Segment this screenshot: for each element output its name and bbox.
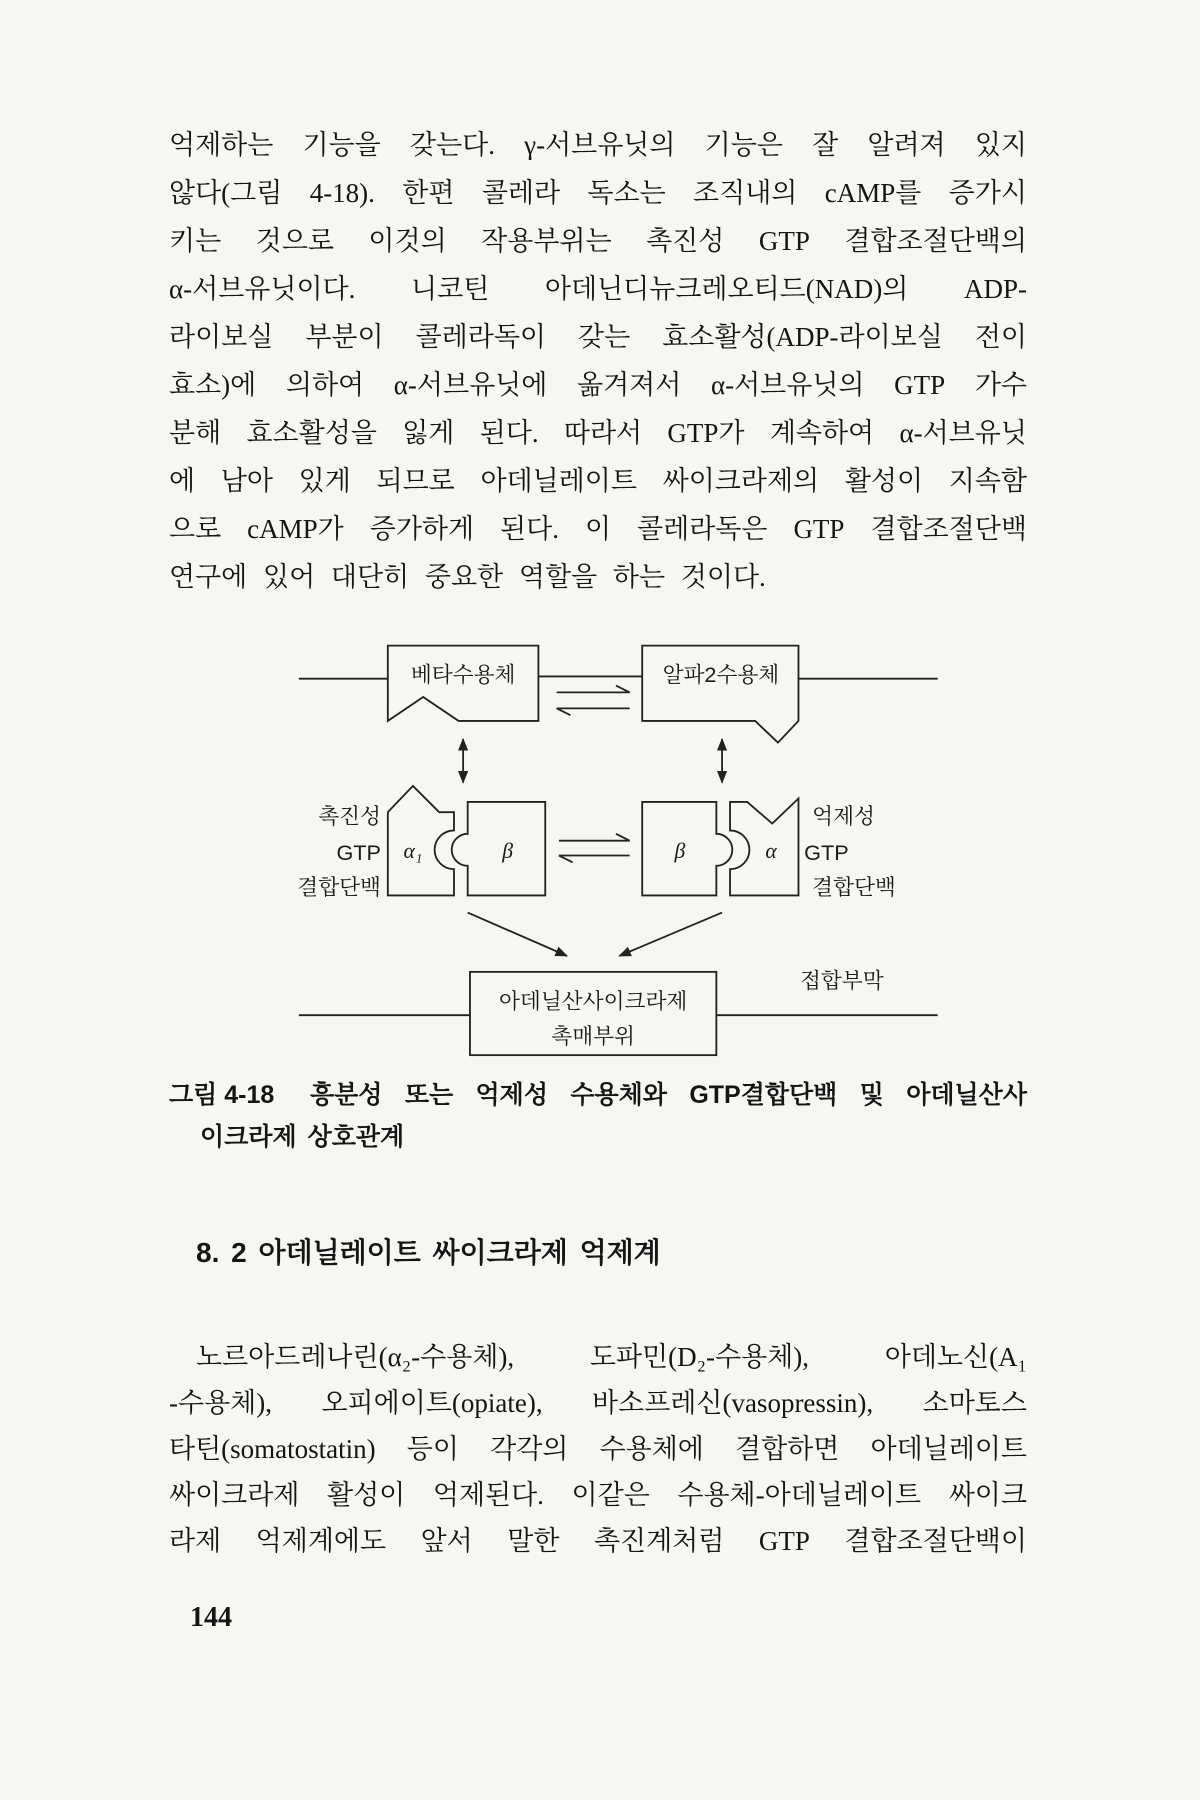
word: 따라서 <box>563 418 643 448</box>
word: 결합조절단백의 <box>844 226 1027 256</box>
word: 아데닐레이트 <box>870 1434 1027 1464</box>
word: GTP <box>758 1526 810 1556</box>
word: 싸이크라제의 <box>662 466 820 496</box>
word: 등이 <box>406 1434 459 1464</box>
word: 아데닐산사 <box>906 1081 1027 1109</box>
word: 라제 <box>169 1526 222 1556</box>
paragraph-1-line-7 <box>169 409 1027 457</box>
paragraph-1 <box>169 121 1027 601</box>
word: 또는 <box>404 1081 454 1109</box>
word: 콜레라 <box>481 178 561 208</box>
paragraph-1-line-5 <box>169 313 1027 361</box>
section-heading: 8. 2 아데닐레이트 싸이크라제 억제계 <box>196 1237 661 1268</box>
word: 도파민(D₂-수용체), <box>589 1342 809 1372</box>
word: 의하여 <box>285 370 365 400</box>
stimulatory-gprotein-label-line-3: 결합단백 <box>297 874 381 900</box>
word: α-서브유닛이다. <box>169 274 356 304</box>
word: 남아 <box>220 466 273 496</box>
word: 촉진계처럼 <box>593 1526 725 1556</box>
word: α-서브유닛의 <box>710 370 865 400</box>
word: α-서브유닛 <box>899 418 1027 448</box>
word: 앞서 <box>420 1526 473 1556</box>
paragraph-2-line-1 <box>169 1334 1027 1380</box>
word: 이같은 <box>571 1480 650 1510</box>
inhibitory-beta-subunit-label: β <box>674 838 686 863</box>
word: 아데닌디뉴크레오티드(NAD)의 <box>544 274 909 304</box>
word: 한편 <box>402 178 455 208</box>
diagonal-arrow-right <box>619 913 722 956</box>
word: 수용체와 <box>570 1081 667 1109</box>
word: 기능을 <box>302 130 381 160</box>
stimulatory-alpha-subunit-label: α₁ <box>403 838 423 863</box>
word: α-서브유닛에 <box>393 370 548 400</box>
word: 라이보실 <box>169 322 274 352</box>
word: 결합하면 <box>735 1434 840 1464</box>
inhibitory-gprotein-label-line-1: 억제성 <box>812 803 875 829</box>
paragraph-2-line-2 <box>169 1380 1027 1426</box>
diagonal-arrow-left <box>468 913 567 956</box>
word: 부분이 <box>305 322 384 352</box>
word: 갖는다. <box>409 130 495 160</box>
word: 이것의 <box>368 226 447 256</box>
paragraph-1-line-2 <box>169 169 1027 217</box>
word: 계속하여 <box>769 418 875 448</box>
word: ADP- <box>963 274 1027 304</box>
word: cAMP가 <box>247 514 344 544</box>
figure-caption-line-1 <box>169 1075 1027 1115</box>
word: 싸이크라제 <box>169 1480 300 1510</box>
paragraph-1-line-3 <box>169 217 1027 265</box>
paragraph-1-line-8 <box>169 457 1027 505</box>
word: 증가하게 <box>369 514 475 544</box>
word: 키는 <box>169 226 222 256</box>
word: 효소활성을 <box>246 418 377 448</box>
word: 활성이 <box>327 1480 406 1510</box>
word: 결합조절단백 <box>870 514 1027 544</box>
word: γ-서브유닛의 <box>524 130 676 160</box>
word: 효소활성(ADP-라이보실 <box>662 322 943 352</box>
word: 수용체에 <box>599 1434 704 1464</box>
adenylate-cyclase-label-line-1: 아데닐산사이크라제 <box>499 988 688 1014</box>
word: 조직내의 <box>693 178 798 208</box>
paragraph-1-line-9 <box>169 505 1027 553</box>
word: 에 <box>169 466 196 496</box>
word: 아데노신(A₁ <box>884 1342 1027 1372</box>
word: 바소프레신(vasopressin), <box>592 1388 874 1418</box>
figure-caption-line-2: 이크라제 상호관계 <box>200 1123 405 1151</box>
word: 니코틴 <box>411 274 490 304</box>
gprotein-equilibrium-arrows <box>559 834 630 863</box>
paragraph-1-line-10: 연구에 있어 대단히 중요한 역할을 하는 것이다. <box>169 562 766 592</box>
inhibitory-gprotein-label-line-2: GTP <box>804 840 849 866</box>
paragraph-2-line-4 <box>169 1472 1027 1518</box>
word: 있지 <box>974 130 1027 160</box>
figure-caption-text-1 <box>310 1075 1027 1115</box>
word: 효소)에 <box>169 370 257 400</box>
word: 콜레라독이 <box>415 322 546 352</box>
word: GTP <box>894 370 946 400</box>
paragraph-1-line-4 <box>169 265 1027 313</box>
word: cAMP를 <box>824 178 922 208</box>
word: 아데닐레이트 <box>480 466 637 496</box>
word: 기능은 <box>704 130 783 160</box>
adenylate-cyclase-box <box>470 972 716 1055</box>
paragraph-1-line-1 <box>169 121 1027 169</box>
word: 수용체-아데닐레이트 <box>677 1480 922 1510</box>
paragraph-2-line-5 <box>169 1518 1027 1564</box>
word: GTP결합단백 <box>689 1081 838 1109</box>
word: 되므로 <box>376 466 455 496</box>
word: GTP <box>793 514 845 544</box>
membrane-label: 접합부막 <box>799 967 884 993</box>
word: 억제성 <box>475 1081 548 1109</box>
word: 소마토스 <box>922 1388 1027 1418</box>
word: 활성이 <box>844 466 924 496</box>
word: 촉진성 <box>646 226 725 256</box>
word: 가수 <box>974 370 1027 400</box>
word: 증가시 <box>948 178 1027 208</box>
alpha2-receptor-box <box>642 646 798 743</box>
word: 분해 <box>169 418 222 448</box>
alpha2-receptor-label: 알파2수용체 <box>662 662 780 688</box>
word: -수용체), <box>169 1388 272 1418</box>
page-number: 144 <box>190 1602 232 1633</box>
word: 4-18). <box>309 178 375 208</box>
stimulatory-gprotein-label-line-2: GTP <box>336 840 381 866</box>
word: 옮겨져서 <box>576 370 682 400</box>
word: GTP가 <box>667 418 745 448</box>
equilibrium-arrow-forward <box>557 686 630 693</box>
stimulatory-beta-subunit-box <box>452 802 546 896</box>
word: 억제된다. <box>432 1480 544 1510</box>
word: 으로 <box>169 514 222 544</box>
word: 말한 <box>507 1526 560 1556</box>
stimulatory-alpha-subunit-box <box>388 786 454 896</box>
inhibitory-alpha-subunit-label: α <box>765 838 777 863</box>
word: 된다. <box>500 514 559 544</box>
equilibrium-arrow-reverse <box>557 708 630 715</box>
adenylate-cyclase-label-line-2: 촉매부위 <box>551 1023 635 1049</box>
word: 억제하는 <box>169 130 274 160</box>
inhibitory-alpha-subunit-box <box>730 798 798 895</box>
word: 지속함 <box>948 466 1027 496</box>
paragraph-1-line-6 <box>169 361 1027 409</box>
word: 독소는 <box>587 178 666 208</box>
word: 것으로 <box>255 226 334 256</box>
word: 타틴(somatostatin) <box>169 1434 376 1464</box>
word: 오피에이트(opiate), <box>321 1388 543 1418</box>
word: 않다(그림 <box>169 178 283 208</box>
word: 흥분성 <box>310 1081 383 1109</box>
stimulatory-gprotein-label-line-1: 촉진성 <box>318 803 381 829</box>
word: 작용부위는 <box>481 226 612 256</box>
stimulatory-beta-subunit-label: β <box>502 838 514 863</box>
beta-receptor-box <box>388 646 539 721</box>
word: 있게 <box>298 466 351 496</box>
gprotein-equilibrium-arrow-forward <box>559 834 630 841</box>
word: 잃게 <box>402 418 455 448</box>
word: 및 <box>859 1081 884 1109</box>
word: 이 <box>584 514 612 544</box>
paragraph-2-line-3 <box>169 1426 1027 1472</box>
word: 노르아드레나린(α₂-수용체), <box>196 1342 515 1372</box>
word: 결합조절단백이 <box>844 1526 1027 1556</box>
figure-caption-label: 그림 4-18 <box>169 1081 275 1109</box>
inhibitory-beta-subunit-box <box>642 802 732 896</box>
word: 싸이크 <box>948 1480 1027 1510</box>
word: 갖는 <box>578 322 631 352</box>
word: GTP <box>758 226 810 256</box>
word: 각각의 <box>490 1434 569 1464</box>
inhibitory-gprotein-label-line-3: 결합단백 <box>812 874 896 900</box>
gprotein-equilibrium-arrow-reverse <box>559 856 630 863</box>
word: 억제계에도 <box>255 1526 387 1556</box>
word: 전이 <box>974 322 1027 352</box>
word: 된다. <box>479 418 539 448</box>
beta-receptor-label: 베타수용체 <box>410 662 516 688</box>
receptor-equilibrium-arrows <box>557 686 630 716</box>
paragraph-2 <box>169 1334 1027 1564</box>
word: 알려져 <box>867 130 946 160</box>
word: 콜레라독은 <box>637 514 768 544</box>
word: 잘 <box>812 130 839 160</box>
